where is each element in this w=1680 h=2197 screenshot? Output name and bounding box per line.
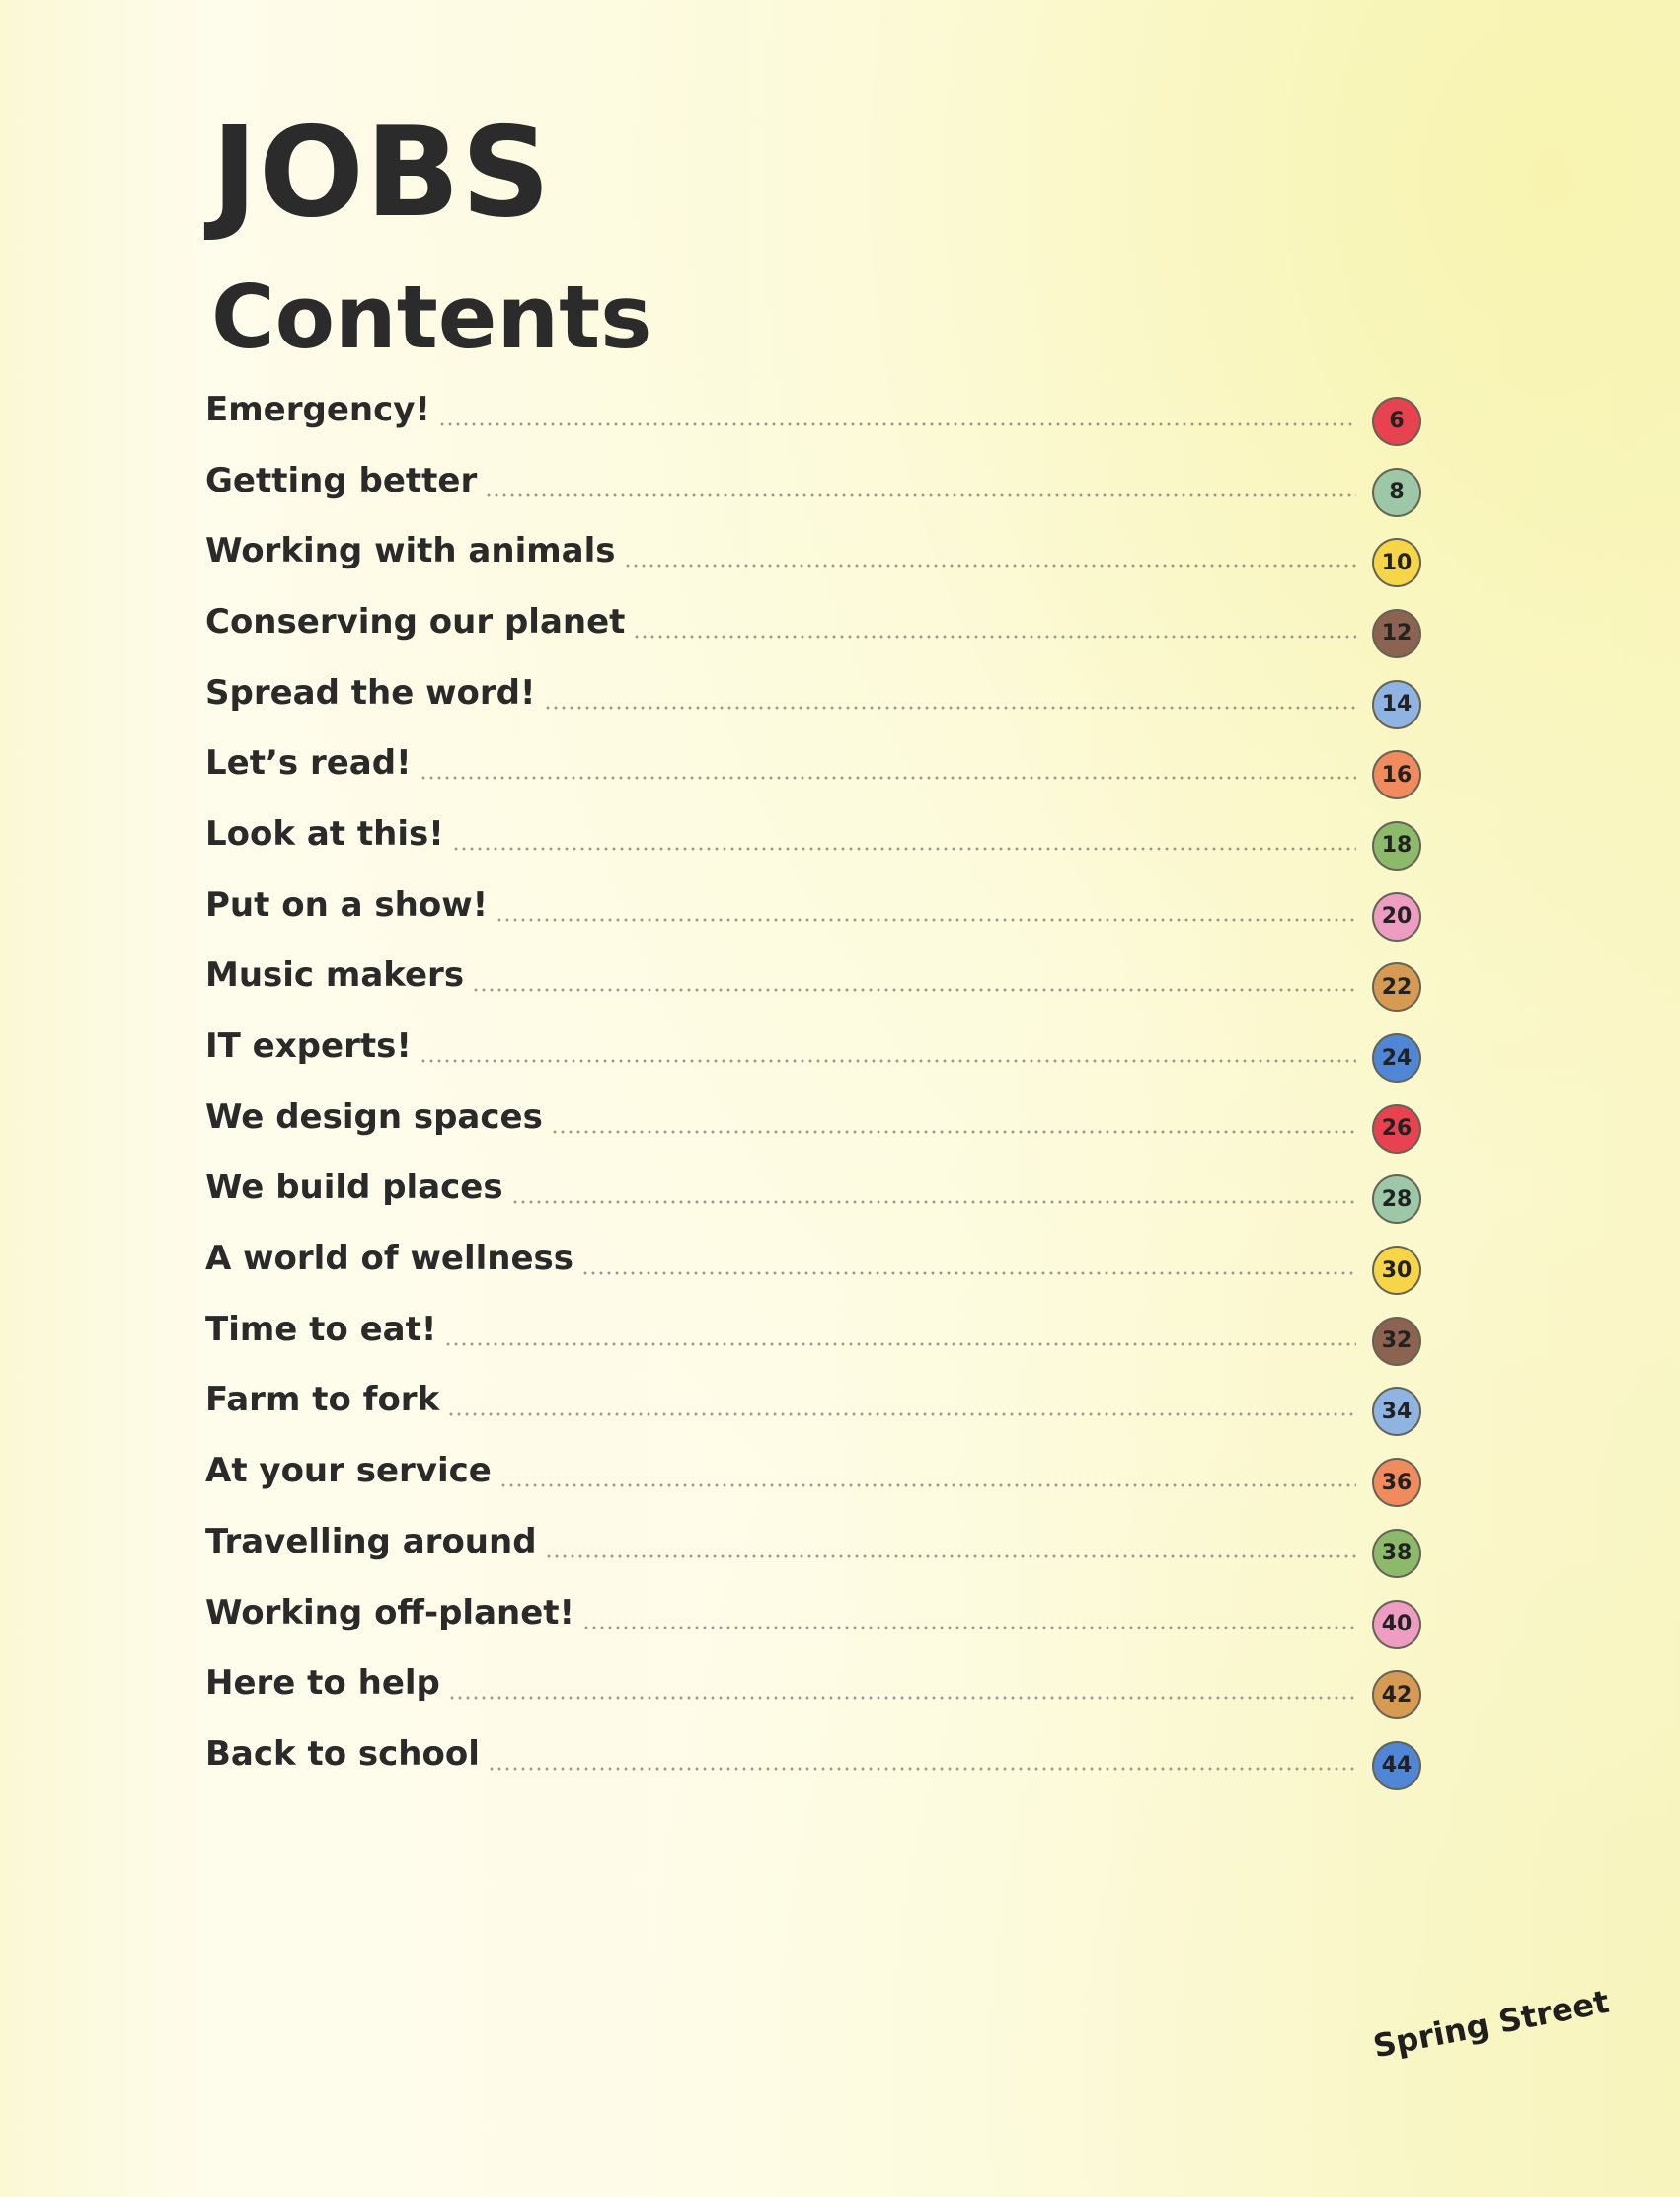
toc-row-music-makers[interactable]: [205, 947, 1419, 1018]
page-number-badge: 28: [1374, 1176, 1419, 1222]
toc-label: Emergency!: [205, 389, 430, 429]
toc-row-here-to-help[interactable]: [205, 1653, 1419, 1724]
toc-row-back-to-school[interactable]: [205, 1724, 1419, 1795]
toc-label: Back to school: [205, 1733, 480, 1774]
toc-label: Let’s read!: [205, 743, 412, 784]
page-number-badge: 30: [1374, 1248, 1419, 1293]
toc-label: Working with animals: [205, 531, 616, 571]
toc-row-lets-read[interactable]: [205, 733, 1419, 804]
page-number-badge: 44: [1374, 1743, 1419, 1788]
dot-leader: [488, 1767, 1356, 1771]
toc-label: Spread the word!: [205, 672, 536, 713]
page-number-badge: 32: [1374, 1319, 1419, 1364]
toc-row-at-your-service[interactable]: [205, 1441, 1419, 1512]
dot-leader: [496, 918, 1356, 922]
toc-row-working-off-planet[interactable]: [205, 1583, 1419, 1654]
toc-label: A world of wellness: [205, 1239, 574, 1279]
toc-row-we-build-places[interactable]: [205, 1159, 1419, 1230]
page-number-badge: 8: [1374, 470, 1419, 515]
toc-row-getting-better[interactable]: [205, 451, 1419, 522]
dot-leader: [624, 564, 1357, 568]
toc-label: Here to help: [205, 1663, 440, 1704]
toc-row-spread-the-word[interactable]: [205, 663, 1419, 734]
dot-leader: [485, 493, 1356, 497]
page-number-badge: 10: [1374, 540, 1419, 585]
toc-row-we-design-spaces[interactable]: [205, 1088, 1419, 1159]
page-number-badge: 12: [1374, 611, 1419, 656]
toc-label: IT experts!: [205, 1026, 412, 1067]
page-number-badge: 6: [1374, 399, 1419, 444]
toc-label: Travelling around: [205, 1521, 537, 1561]
toc-label: Put on a show!: [205, 884, 489, 925]
dot-leader: [511, 1200, 1356, 1204]
toc-label: At your service: [205, 1451, 492, 1491]
page-number-badge: 36: [1374, 1460, 1419, 1505]
toc-row-it-experts[interactable]: [205, 1017, 1419, 1088]
page-number-badge: 14: [1374, 682, 1419, 727]
dot-leader: [582, 1626, 1356, 1629]
dot-leader: [551, 1130, 1356, 1134]
dot-leader: [581, 1271, 1356, 1275]
toc-row-look-at-this[interactable]: [205, 804, 1419, 875]
toc-label: We design spaces: [205, 1097, 543, 1137]
toc-row-working-with-animals[interactable]: [205, 521, 1419, 592]
page-number-badge: 16: [1374, 752, 1419, 797]
page-number-badge: 20: [1374, 894, 1419, 940]
toc-label: Conserving our planet: [205, 601, 626, 642]
dot-leader: [448, 1696, 1356, 1700]
dot-leader: [447, 1412, 1356, 1416]
toc-label: Getting better: [205, 460, 478, 500]
book-title: JOBS: [211, 100, 552, 245]
toc-row-conserving-our-planet[interactable]: [205, 592, 1419, 663]
dot-leader: [444, 1342, 1356, 1346]
dot-leader: [633, 635, 1356, 639]
page-number-badge: 38: [1374, 1531, 1419, 1576]
toc-row-emergency[interactable]: [205, 380, 1419, 451]
page-number-badge: 42: [1374, 1672, 1419, 1717]
publisher-logo: Spring Street: [1370, 1982, 1613, 2066]
toc-label: Look at this!: [205, 813, 444, 854]
page-number-badge: 22: [1374, 964, 1419, 1010]
toc-row-put-on-a-show[interactable]: [205, 875, 1419, 947]
dot-leader: [452, 847, 1356, 851]
page-number-badge: 24: [1374, 1035, 1419, 1081]
toc-label: Working off-planet!: [205, 1592, 575, 1632]
toc-row-travelling-around[interactable]: [205, 1512, 1419, 1583]
page-number-badge: 34: [1374, 1389, 1419, 1434]
dot-leader: [472, 988, 1356, 992]
toc-row-time-to-eat[interactable]: [205, 1300, 1419, 1371]
dot-leader: [420, 776, 1356, 780]
table-of-contents: [205, 380, 1419, 1795]
page-number-badge: 26: [1374, 1106, 1419, 1152]
dot-leader: [420, 1059, 1356, 1063]
toc-label: Music makers: [205, 955, 465, 996]
dot-leader: [438, 422, 1356, 426]
toc-label: Farm to fork: [205, 1380, 440, 1420]
dot-leader: [545, 1554, 1356, 1558]
page-number-badge: 40: [1374, 1602, 1419, 1647]
dot-leader: [544, 706, 1356, 710]
page-number-badge: 18: [1374, 823, 1419, 869]
toc-row-a-world-of-wellness[interactable]: [205, 1229, 1419, 1300]
toc-label: Time to eat!: [205, 1309, 437, 1349]
contents-heading: Contents: [211, 266, 652, 368]
toc-label: We build places: [205, 1168, 503, 1208]
dot-leader: [499, 1483, 1356, 1487]
toc-row-farm-to-fork[interactable]: [205, 1371, 1419, 1442]
